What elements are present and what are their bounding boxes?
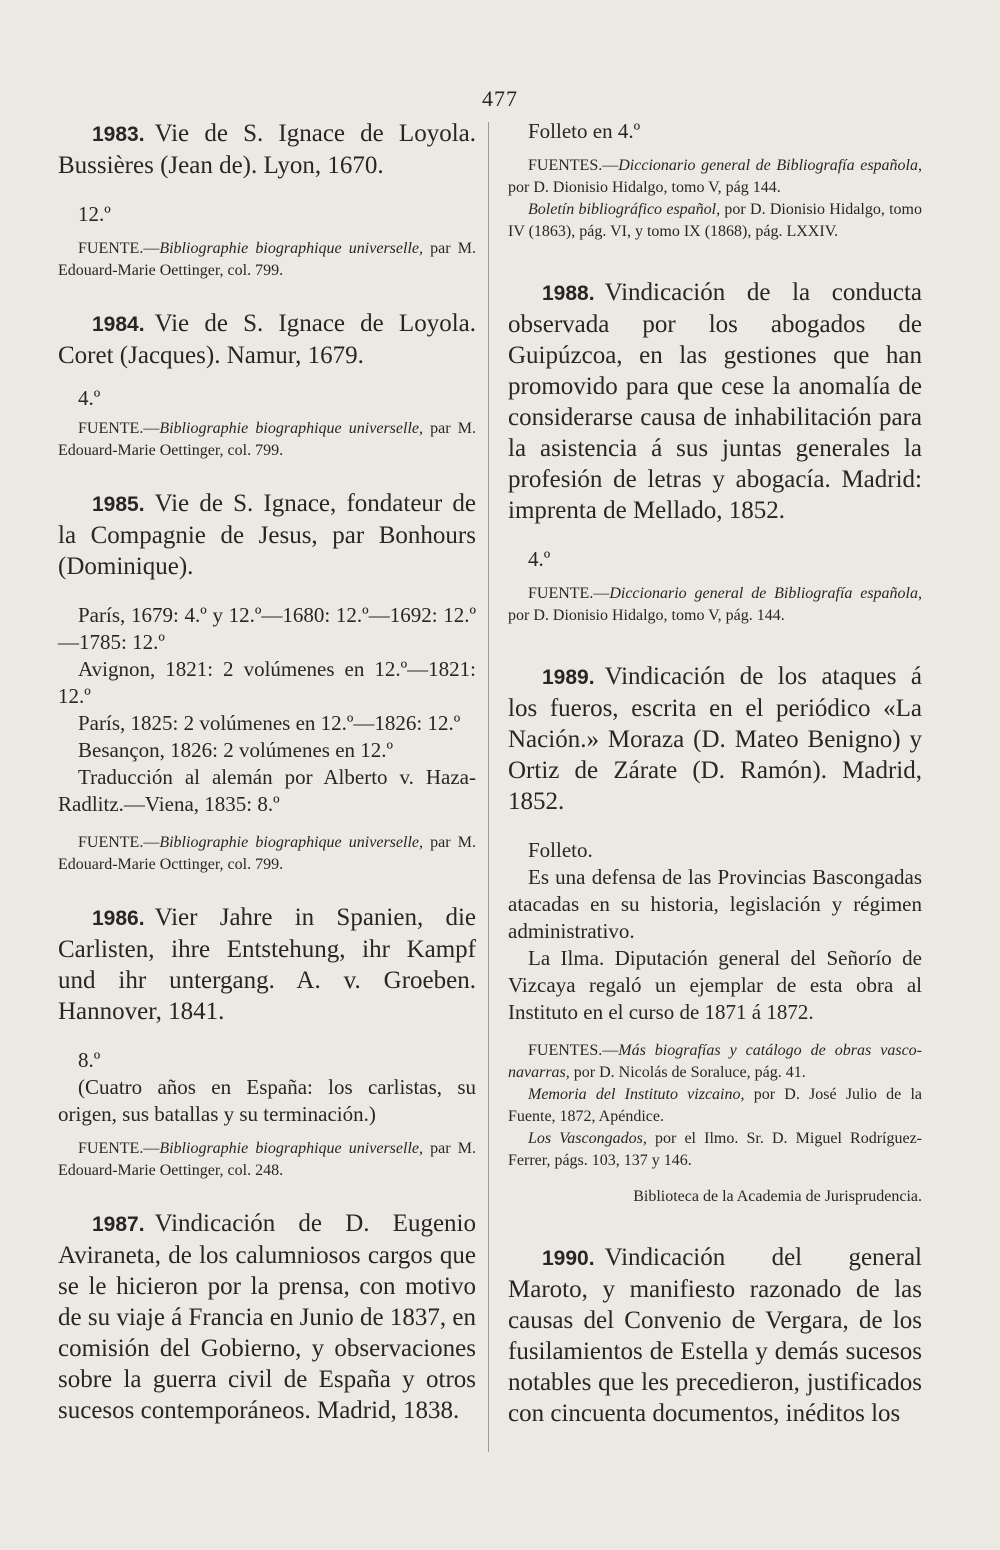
entry-note: La Ilma. Diputación general del Señorío de Vizcaya regaló un ejemplar de esta obra al Instituto en el curso de 1871 á 1872. (508, 946, 922, 1024)
edition-line: Traducción al alemán por Alberto v. Haza-Radlitz.—Viena, 1835: 8.º (58, 765, 476, 816)
entry-number: 1985. (92, 493, 145, 516)
entry-number: 1986. (92, 907, 145, 930)
page-number: 477 (482, 86, 518, 111)
entry-1988 (508, 277, 922, 627)
entry-number: 1990. (542, 1247, 595, 1270)
entry-title: 1986. Vier Jahre in Spanien, die Carlisten, ihre Entstehung, ihr Kampf und ihr untergang. A. v. Groeben. Hannover, 1841. (58, 904, 476, 1025)
edition-line: París, 1825: 2 volúmenes en 12.º—1826: 12.º (78, 711, 461, 735)
entry-1989 (508, 661, 922, 1208)
edition-line: Besançon, 1826: 2 volúmenes en 12.º (78, 738, 394, 762)
entry-number: 1989. (542, 666, 595, 689)
entry-title: 1985. Vie de S. Ignace, fondateur de la Compagnie de Jesus, par Bonhours (Dominique). (58, 490, 476, 580)
edition-line: Avignon, 1821: 2 volúmenes en 12.º—1821: 12.º (58, 657, 476, 708)
entry-1986 (58, 902, 476, 1182)
entry-source: Los Vascongados, por el Ilmo. Sr. D. Miguel Rodríguez-Ferrer, págs. 103, 137 y 146. (508, 1130, 922, 1169)
column-divider (488, 122, 489, 1452)
library-location: Biblioteca de la Academia de Jurisprudencia. (633, 1188, 922, 1205)
left-column (58, 118, 476, 1426)
entry-1990 (508, 1242, 922, 1429)
entry-source: FUENTE.—Bibliographie biographique universelle, par M. Edouard-Marie Octtinger, col. 799. (58, 834, 476, 873)
entry-source: FUENTE.—Bibliographie biographique universelle, par M. Edouard-Marie Oettinger, col. 799. (58, 240, 476, 279)
entry-format: 8.º (78, 1048, 101, 1072)
entry-title: 1984. Vie de S. Ignace de Loyola. Coret (Jacques). Namur, 1679. (58, 310, 476, 369)
continuation-format: Folleto en 4.º (528, 119, 641, 143)
entry-title: 1990. Vindicación del general Maroto, y manifiesto razonado de las causas del Convenio de Vergara, de los fusilamientos de Estella y demás sucesos notables que les precedieron, justificados con cincuenta documentos, inéditos los (508, 1244, 922, 1427)
entry-title: 1987. Vindicación de D. Eugenio Aviraneta, de los calumniosos cargos que se le hicieron por la prensa, con motivo de su viaje á Francia en Junio de 1837, en comisión del Gobierno, y observaciones sobre la guerra civil de España y otros sucesos contemporáneos. Madrid, 1838. (58, 1210, 476, 1424)
entry-source: FUENTES.—Más biografías y catálogo de obras vasco-navarras, por D. Nicolás de Soraluce, pág. 41. (508, 1042, 922, 1081)
entry-1983 (58, 118, 476, 282)
entry-source: FUENTE.—Diccionario general de Bibliografía española, por D. Dionisio Hidalgo, tomo V, pág. 144. (508, 585, 922, 624)
entry-number: 1988. (542, 282, 595, 305)
entry-number: 1984. (92, 313, 145, 336)
entry-note: (Cuatro años en España: los carlistas, su origen, sus batallas y su terminación.) (58, 1075, 476, 1126)
entry-source: FUENTE.—Bibliographie biographique universelle, par M. Edouard-Marie Oettinger, col. 799. (58, 420, 476, 459)
entry-title: 1983. Vie de S. Ignace de Loyola. Bussières (Jean de). Lyon, 1670. (58, 120, 476, 179)
entry-source: Boletín bibliográfico español, por D. Dionisio Hidalgo, tomo IV (1863), pág. VI, y tomo IX (1868), pág. LXXIV. (508, 201, 923, 240)
entry-number: 1987. (92, 1213, 145, 1236)
right-column (508, 118, 922, 1429)
entry-1984 (58, 308, 476, 462)
entry-format: 12.º (78, 202, 111, 226)
entry-1987 (58, 1208, 476, 1426)
entry-title: 1988. Vindicación de la conducta observada por los abogados de Guipúzcoa, en las gestiones que han promovido para que cese la anomalía de considerarse causa de inhabilitación para la asistencia á sus juntas generales la profesión de letras y abogacía. Madrid: imprenta de Mellado, 1852. (508, 279, 922, 524)
entry-source: FUENTE.—Bibliographie biographique universelle, par M. Edouard-Marie Oettinger, col. 248. (58, 1140, 476, 1179)
entry-1985 (58, 488, 476, 876)
entry-format: 4.º (78, 386, 101, 410)
entry-number: 1983. (92, 123, 145, 146)
entry-note: Es una defensa de las Provincias Bascongadas atacadas en su historia, legislación y régimen administrativo. (508, 865, 922, 943)
entry-source: Memoria del Instituto vizcaino, por D. José Julio de la Fuente, 1872, Apéndice. (508, 1086, 923, 1125)
edition-line: París, 1679: 4.º y 12.º—1680: 12.º—1692: 12.º—1785: 12.º (58, 603, 476, 654)
entry-format: Folleto. (528, 838, 593, 862)
entry-format: 4.º (528, 547, 551, 571)
entry-title: 1989. Vindicación de los ataques á los fueros, escrita en el periódico «La Nación.» Moraza (D. Mateo Benigno) y Ortiz de Zárate (D. Ramón). Madrid, 1852. (508, 663, 922, 815)
entry-source: FUENTES.—Diccionario general de Bibliografía española, por D. Dionisio Hidalgo, tomo V, pág 144. (508, 157, 922, 196)
